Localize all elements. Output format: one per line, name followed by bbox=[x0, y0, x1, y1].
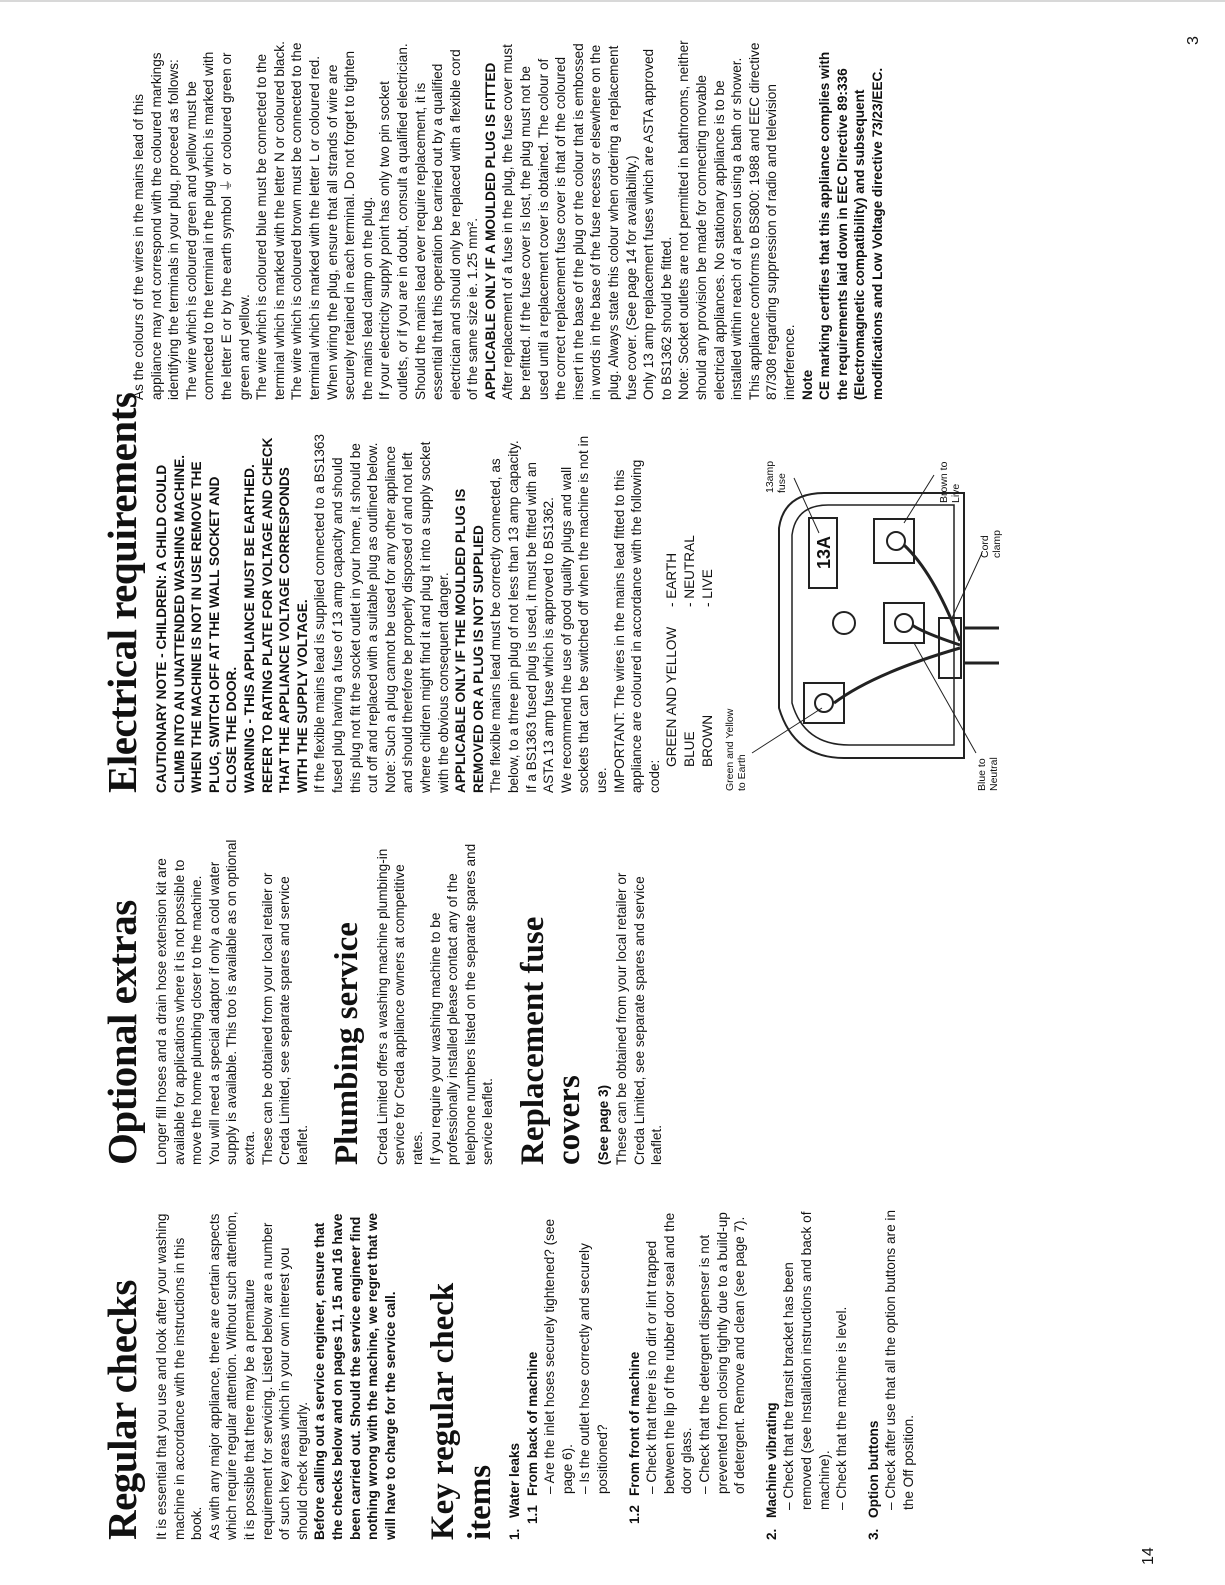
earthed-warning: WARNING - THIS APPLIANCE MUST BE EARTHED. bbox=[242, 464, 258, 793]
elec-para: After replacement of a fuse in the plug, the fuse cover must be refitted. If the fuse cover is lost, the plug must not be used until a replacement cover is obtained. The colour of the correct replacement fuse cover is that of the coloured insert in the base of the plug or the colour that is embossed in words in the base of the fuse recess or elsewhere on the plug. Always state this colour when ordering a replacement fuse cover. (See page 14 for availability.) bbox=[500, 43, 639, 400]
electrical-title: Electrical requirements bbox=[99, 392, 145, 793]
optional-para: These can be obtained from your local retailer or Creda Limited, see separate spares and service leaflet. bbox=[259, 872, 310, 1165]
elec-para: When wiring the plug, ensure that all strands of wire are securely retained in each terminal. Do not forget to tighten the mains lead clamp on the plug. bbox=[324, 50, 375, 400]
wire-colour-codes bbox=[663, 433, 716, 767]
label-neutral: Neutral bbox=[988, 757, 1001, 791]
important-para: IMPORTANT: The wires in the mains lead fitted to this appliance are coloured in accordance with the following code: bbox=[611, 459, 662, 793]
label-to-earth: to Earth bbox=[736, 754, 749, 791]
fuse-covers-para: These can be obtained from your local retailer or Creda Limited, see separate spares and service leaflet. bbox=[614, 872, 665, 1165]
ce-marking: CE marking certifies that this appliance complies with the requirements laid down in EEC Directive 89:336 (Electromagnetic compatibility) and subsequent modifications and Low Voltage directive 73/23/EEC. bbox=[817, 51, 885, 400]
regular-checks-title: Regular checks bbox=[99, 1280, 145, 1540]
fuse-covers-title: Replacement fuse covers bbox=[514, 916, 588, 1165]
check-item-option-buttons: – Check after use that all the option buttons are in the Off position. bbox=[883, 1209, 916, 1510]
label-clamp: clamp bbox=[991, 529, 1004, 558]
flex-lead-para: If the flexible mains lead is supplied connected to a BS1363 fused plug having a fuse of 13 amp capacity and should this plug not fit the socket outlet in your home, it should be cut off and replaced with a suitable plug as outlined below. bbox=[312, 434, 381, 793]
plumbing-title: Plumbing service bbox=[329, 922, 366, 1165]
mains-cord bbox=[964, 628, 999, 663]
plumbing-para: Creda Limited offers a washing machine plumbing-in service for Creda appliance owners at competitive rates. bbox=[374, 848, 425, 1165]
recommend-para: We recommend the use of good quality plugs and wall sockets that can be switched off when the machine is not in use. bbox=[558, 435, 609, 793]
elec-para: Should the mains lead ever require replacement, it is essential that this operation be carried out by a qualified electrician and should only be replaced with a flexible cord of the same size ie. 1.25 mm². bbox=[412, 49, 481, 400]
code-colour: GREEN AND YELLOW bbox=[664, 626, 680, 767]
plug-wiring-diagram bbox=[724, 453, 1004, 793]
plumbing-para: If you require your washing machine to be professionally installed please contact any of the telephone numbers listed on the separate spares and service leaflet. bbox=[427, 843, 496, 1165]
fuse-marking: 13A bbox=[814, 535, 835, 569]
live-terminal bbox=[874, 519, 914, 563]
see-page: (See page 3) bbox=[596, 1084, 612, 1165]
page-number-right: 3 bbox=[1185, 36, 1202, 45]
elec-para: The wire which is coloured blue must be connected to the terminal which is marked with the letter N or coloured black. bbox=[254, 41, 287, 400]
label-cord: Cord bbox=[979, 535, 992, 558]
item-number: 1.2 bbox=[626, 1505, 642, 1524]
label-live: Live bbox=[950, 483, 963, 503]
item-heading: From front of machine bbox=[626, 1351, 642, 1496]
elec-para: The wire which is coloured green and yellow must be connected to the terminal in the plug which is marked with the letter E or by the earth symbol ⏚ or coloured green or green and yellow. bbox=[183, 51, 252, 400]
label-brown-to: Brown to bbox=[938, 461, 951, 503]
centre-screw bbox=[833, 612, 855, 634]
item-heading: Water leaks bbox=[507, 1442, 522, 1518]
regular-checks-para: As with any major appliance, there are certain aspects which require regular attention. Without such attention, it is possible that there may be a premature requirement for servicing. Listed below are a number of such key areas which in your own interest you should check regularly. bbox=[206, 1211, 310, 1540]
check-item: – Check that the detergent dispenser is not prevented from closing tightly due to a build-up of detergent. Remove and clean (see page 7). bbox=[696, 1212, 748, 1494]
elec-para: This appliance conforms to BS800: 1988 and EEC directive 87/308 regarding suppression of radio and television interference. bbox=[746, 42, 797, 400]
disposal-note: Note: Such a plug cannot be used for any other appliance and should therefore be properly disposed of and not left where children might find it and plug it into a supply socket with the obvious consequent danger. bbox=[382, 441, 451, 793]
check-item: – Check that the machine is level. bbox=[834, 1306, 850, 1510]
column-optional-extras bbox=[0, 835, 1225, 1165]
elec-para: As the colours of the wires in the mains lead of this appliance may not correspond with the coloured markings identifying the terminals in your plug, proceed as follows: bbox=[131, 52, 182, 400]
column-electrical bbox=[0, 392, 1225, 793]
applicable-moulded: APPLICABLE ONLY IF THE MOULDED PLUG IS REMOVED OR A PLUG IS NOT SUPPLIED bbox=[453, 488, 486, 793]
page-edge bbox=[0, 0, 1225, 2]
leader-live bbox=[904, 475, 934, 523]
column-regular-checks bbox=[0, 1210, 1225, 1540]
item-heading: Option buttons bbox=[865, 1420, 881, 1518]
optional-para: You will need a special adaptor if only a cold water supply is available. This too is available as on optional extra. bbox=[206, 839, 258, 1165]
caution-note: CAUTIONARY NOTE - CHILDREN: A CHILD COULD CLIMB INTO AN UNATTENDED WASHING MACHINE. bbox=[154, 454, 187, 793]
item-number: 2. bbox=[763, 1528, 779, 1540]
bs1363-para: If a BS1363 fused plug is used, it must be fitted with an ASTA 13 amp fuse which is approved to BS1362. bbox=[523, 462, 557, 793]
code-name: - EARTH bbox=[664, 552, 680, 607]
elec-para: The wire which is coloured brown must be connected to the terminal which is marked with the letter L or coloured red. bbox=[289, 42, 322, 400]
key-items-title: Key regular check items bbox=[425, 1282, 498, 1540]
leader-earth bbox=[752, 708, 822, 753]
code-name: - NEUTRAL bbox=[681, 535, 697, 607]
label-13amp: 13amp bbox=[764, 460, 777, 493]
check-item: – Check that the transit bracket has been removed (see Installation instructions and back of machine). bbox=[781, 1211, 832, 1510]
item-heading: Machine vibrating bbox=[763, 1402, 779, 1518]
optional-para: Longer fill hoses and a drain hose extension kit are available for applications where it is not possible to move the home plumbing closer to the machine. bbox=[154, 858, 205, 1165]
rating-plate-note: REFER TO RATING PLATE FOR VOLTAGE AND CHECK THAT THE APPLIANCE VOLTAGE CORRESPONDS WITH THE SUPPLY VOLTAGE. bbox=[259, 437, 310, 793]
check-item: – Is the outlet hose correctly and securely positioned? bbox=[577, 1243, 610, 1494]
earth-screw bbox=[815, 694, 833, 712]
item-heading: From back of machine bbox=[524, 1351, 540, 1496]
check-item: – Are the inlet hoses securely tightened? (see page 6). bbox=[542, 1218, 575, 1494]
elec-para: Only 13 amp replacement fuses which are ASTA approved to BS1362 should be fitted. bbox=[641, 48, 674, 400]
item-number: 1. bbox=[507, 1528, 522, 1540]
label-green-yellow: Green and Yellow bbox=[724, 708, 737, 791]
plug-diagram-svg bbox=[724, 453, 1004, 793]
neutral-screw bbox=[895, 614, 913, 632]
two-pin-para: If your electricity supply point has only two pin socket outlets, or if you are in doubt, consult a qualified electrician. bbox=[377, 43, 410, 400]
item-number: 1.1 bbox=[524, 1505, 540, 1524]
label-fuse: fuse bbox=[776, 473, 789, 493]
earth-terminal bbox=[804, 683, 844, 723]
check-item: – Check that there is no dirt or lint trapped between the lip of the rubber door seal and the door glass. bbox=[644, 1212, 695, 1494]
leader-fuse bbox=[794, 478, 819, 533]
note-heading: Note bbox=[799, 369, 815, 400]
column-electrical-continued bbox=[0, 40, 1225, 400]
three-pin-para: The flexible mains lead must be correctly connected, as below, to a three pin plug of not less than 13 amp capacity. bbox=[488, 440, 521, 793]
earth-wire bbox=[834, 648, 960, 703]
optional-extras-title: Optional extras bbox=[99, 900, 145, 1165]
label-blue-to: Blue to bbox=[976, 758, 989, 791]
when-not-in-use: WHEN THE MACHINE IS NOT IN USE REMOVE THE PLUG, SWITCH OFF AT THE WALL SOCKET AND CLOSE THE DOOR. bbox=[189, 461, 240, 793]
page-number-left: 14 bbox=[1140, 1547, 1157, 1565]
live-screw bbox=[887, 532, 905, 550]
code-colour: BROWN bbox=[699, 714, 715, 767]
item-number: 3. bbox=[865, 1528, 881, 1540]
service-call-warning: Before calling out a service engineer, ensure that the checks below and on pages 11, 15 and 16 have been carried out. Should the service engineer find nothing wrong with the machine, we regret that we will have to charge for the service call. bbox=[312, 1212, 398, 1540]
applicable-moulded-fitted: APPLICABLE ONLY IF A MOULDED PLUG IS FITTED bbox=[482, 62, 498, 400]
regular-checks-intro: It is essential that you use and look after your washing machine in accordance with the instructions in this book. bbox=[154, 1213, 205, 1540]
bathroom-note: Note: Socket outlets are not permitted in bathrooms, neither should any provision be made for connecting movable electrical appliances. No stationary appliance is to be installed within reach of a person using a bath or shower. bbox=[676, 40, 745, 400]
neutral-terminal bbox=[884, 603, 924, 643]
code-name: - LIVE bbox=[699, 569, 715, 607]
leader-clamp bbox=[952, 553, 982, 618]
leader-neutral bbox=[914, 643, 976, 753]
code-colour: BLUE bbox=[681, 731, 697, 767]
